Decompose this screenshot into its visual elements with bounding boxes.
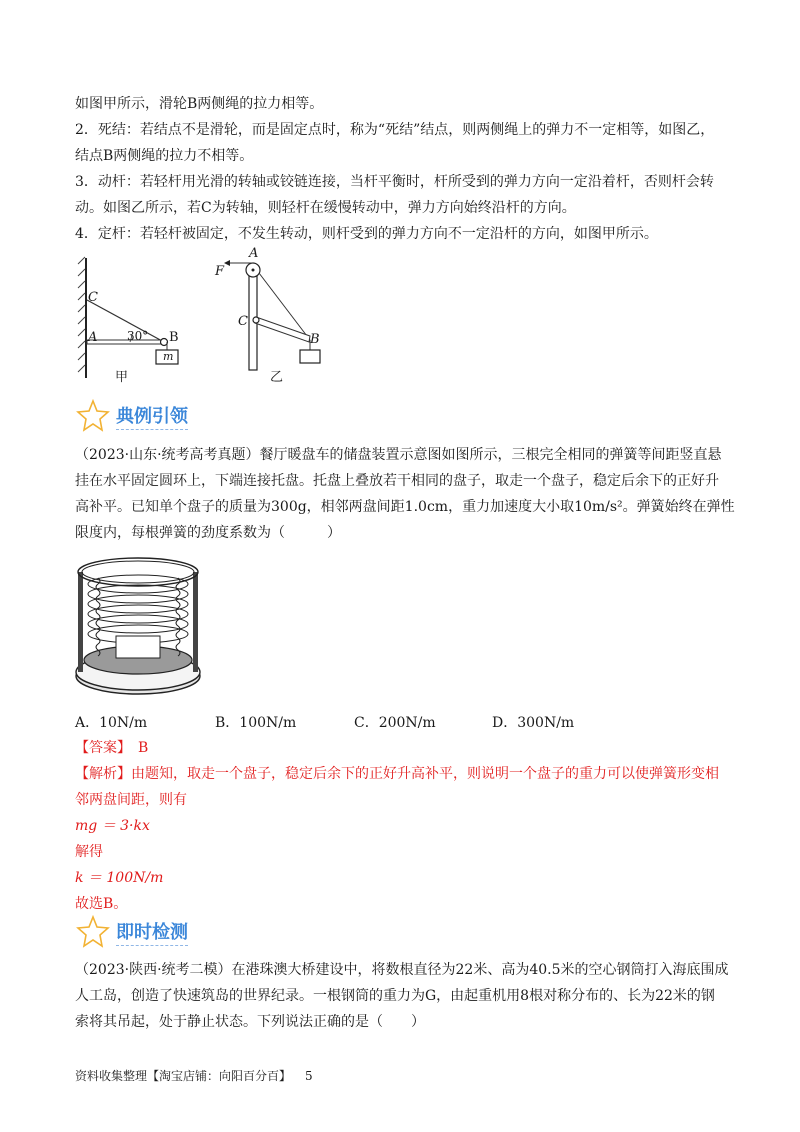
label-b: B [169,330,179,345]
label-f: F [215,264,225,279]
section-heading [76,912,188,952]
intro-line: 4．定杆：若轻杆被固定，不发生转动，则杆受到的弹力方向不一定沿杆的方向，如图甲所示。 [75,226,658,242]
analysis-line: 邻两盘间距，则有 [75,792,187,808]
figure-caption: 乙 [270,370,284,385]
analysis-line: 【解析】由题知，取走一个盘子，稳定后余下的正好升高补平，则说明一个盘子的重力可以使弹簧形变相 [75,766,719,782]
label-c: C [88,290,98,305]
angle-label: 30° [127,329,149,343]
label-a: A [88,330,98,345]
figure-jia-drawing [72,254,192,384]
plate-warmer-figure [72,548,204,698]
intro-line: 如图甲所示，滑轮B两侧绳的拉力相等。 [75,96,324,112]
star-icon [76,399,110,433]
star-icon [76,915,110,949]
figure-yi [212,246,332,385]
option-d[interactable]: D．300N/m [492,715,575,731]
equation: mg ＝ 3·kx [75,818,150,834]
section-heading [76,396,188,436]
mass-label: m [163,350,174,363]
question-line: （2023·陕西·统考二模）在港珠澳大桥建设中，将数根直径为22米、高为40.5米的空心钢筒打入海底围成 [75,962,729,978]
question-line: （2023·山东·统考高考真题）餐厅暖盘车的储盘装置示意图如图所示，三根完全相同的弹簧等间距竖直悬 [75,447,722,463]
section-title: 典例引领 [116,402,188,430]
intro-line: 结点B两侧绳的拉力不相等。 [75,148,254,164]
figure-caption: 甲 [115,370,129,385]
label-c: C [238,314,248,329]
equation: k ＝ 100N/m [75,870,164,886]
label-b: B [310,332,320,347]
figure-jia [72,254,192,384]
figure-yi-drawing [212,250,332,385]
plate-warmer-drawing [72,548,204,698]
page-number: 5 [305,1069,313,1083]
option-c[interactable]: C．200N/m [354,715,436,731]
section-title: 即时检测 [116,918,188,946]
question-line: 高补平。已知单个盘子的质量为300g，相邻两盘间距1.0cm，重力加速度大小取10m/s²。弹簧始终在弹性 [75,499,735,515]
option-b[interactable]: B．100N/m [215,715,297,731]
label-a: A [249,246,259,261]
conclusion-line: 故选B。 [75,896,128,912]
analysis-line: 解得 [75,844,103,860]
question-line: 人工岛，创造了快速筑岛的世界纪录。一根钢筒的重力为G，由起重机用8根对称分布的、长为22米的钢 [75,988,715,1004]
intro-line: 3．动杆：若轻杆用光滑的转轴或铰链连接，当杆平衡时，杆所受到的弹力方向一定沿着杆，否则杆会转 [75,174,714,190]
intro-line: 2．死结：若结点不是滑轮，而是固定点时，称为“死结”结点，则两侧绳上的弹力不一定相等，如图乙， [75,122,715,138]
option-a[interactable]: A．10N/m [75,715,148,731]
answer-line: 【答案】 B [75,740,149,756]
question-line: 索将其吊起，处于静止状态。下列说法正确的是（ ） [75,1014,425,1030]
question-line: 限度内，每根弹簧的劲度系数为（ ） [75,525,341,541]
page-footer [75,1068,313,1084]
intro-line: 动。如图乙所示，若C为转轴，则轻杆在缓慢转动中，弹力方向始终沿杆的方向。 [75,200,576,216]
footer-text: 资料收集整理【淘宝店铺：向阳百分百】 [75,1069,292,1083]
question-line: 挂在水平固定圆环上，下端连接托盘。托盘上叠放若干相同的盘子，取走一个盘子，稳定后余下的正好升 [75,473,719,489]
